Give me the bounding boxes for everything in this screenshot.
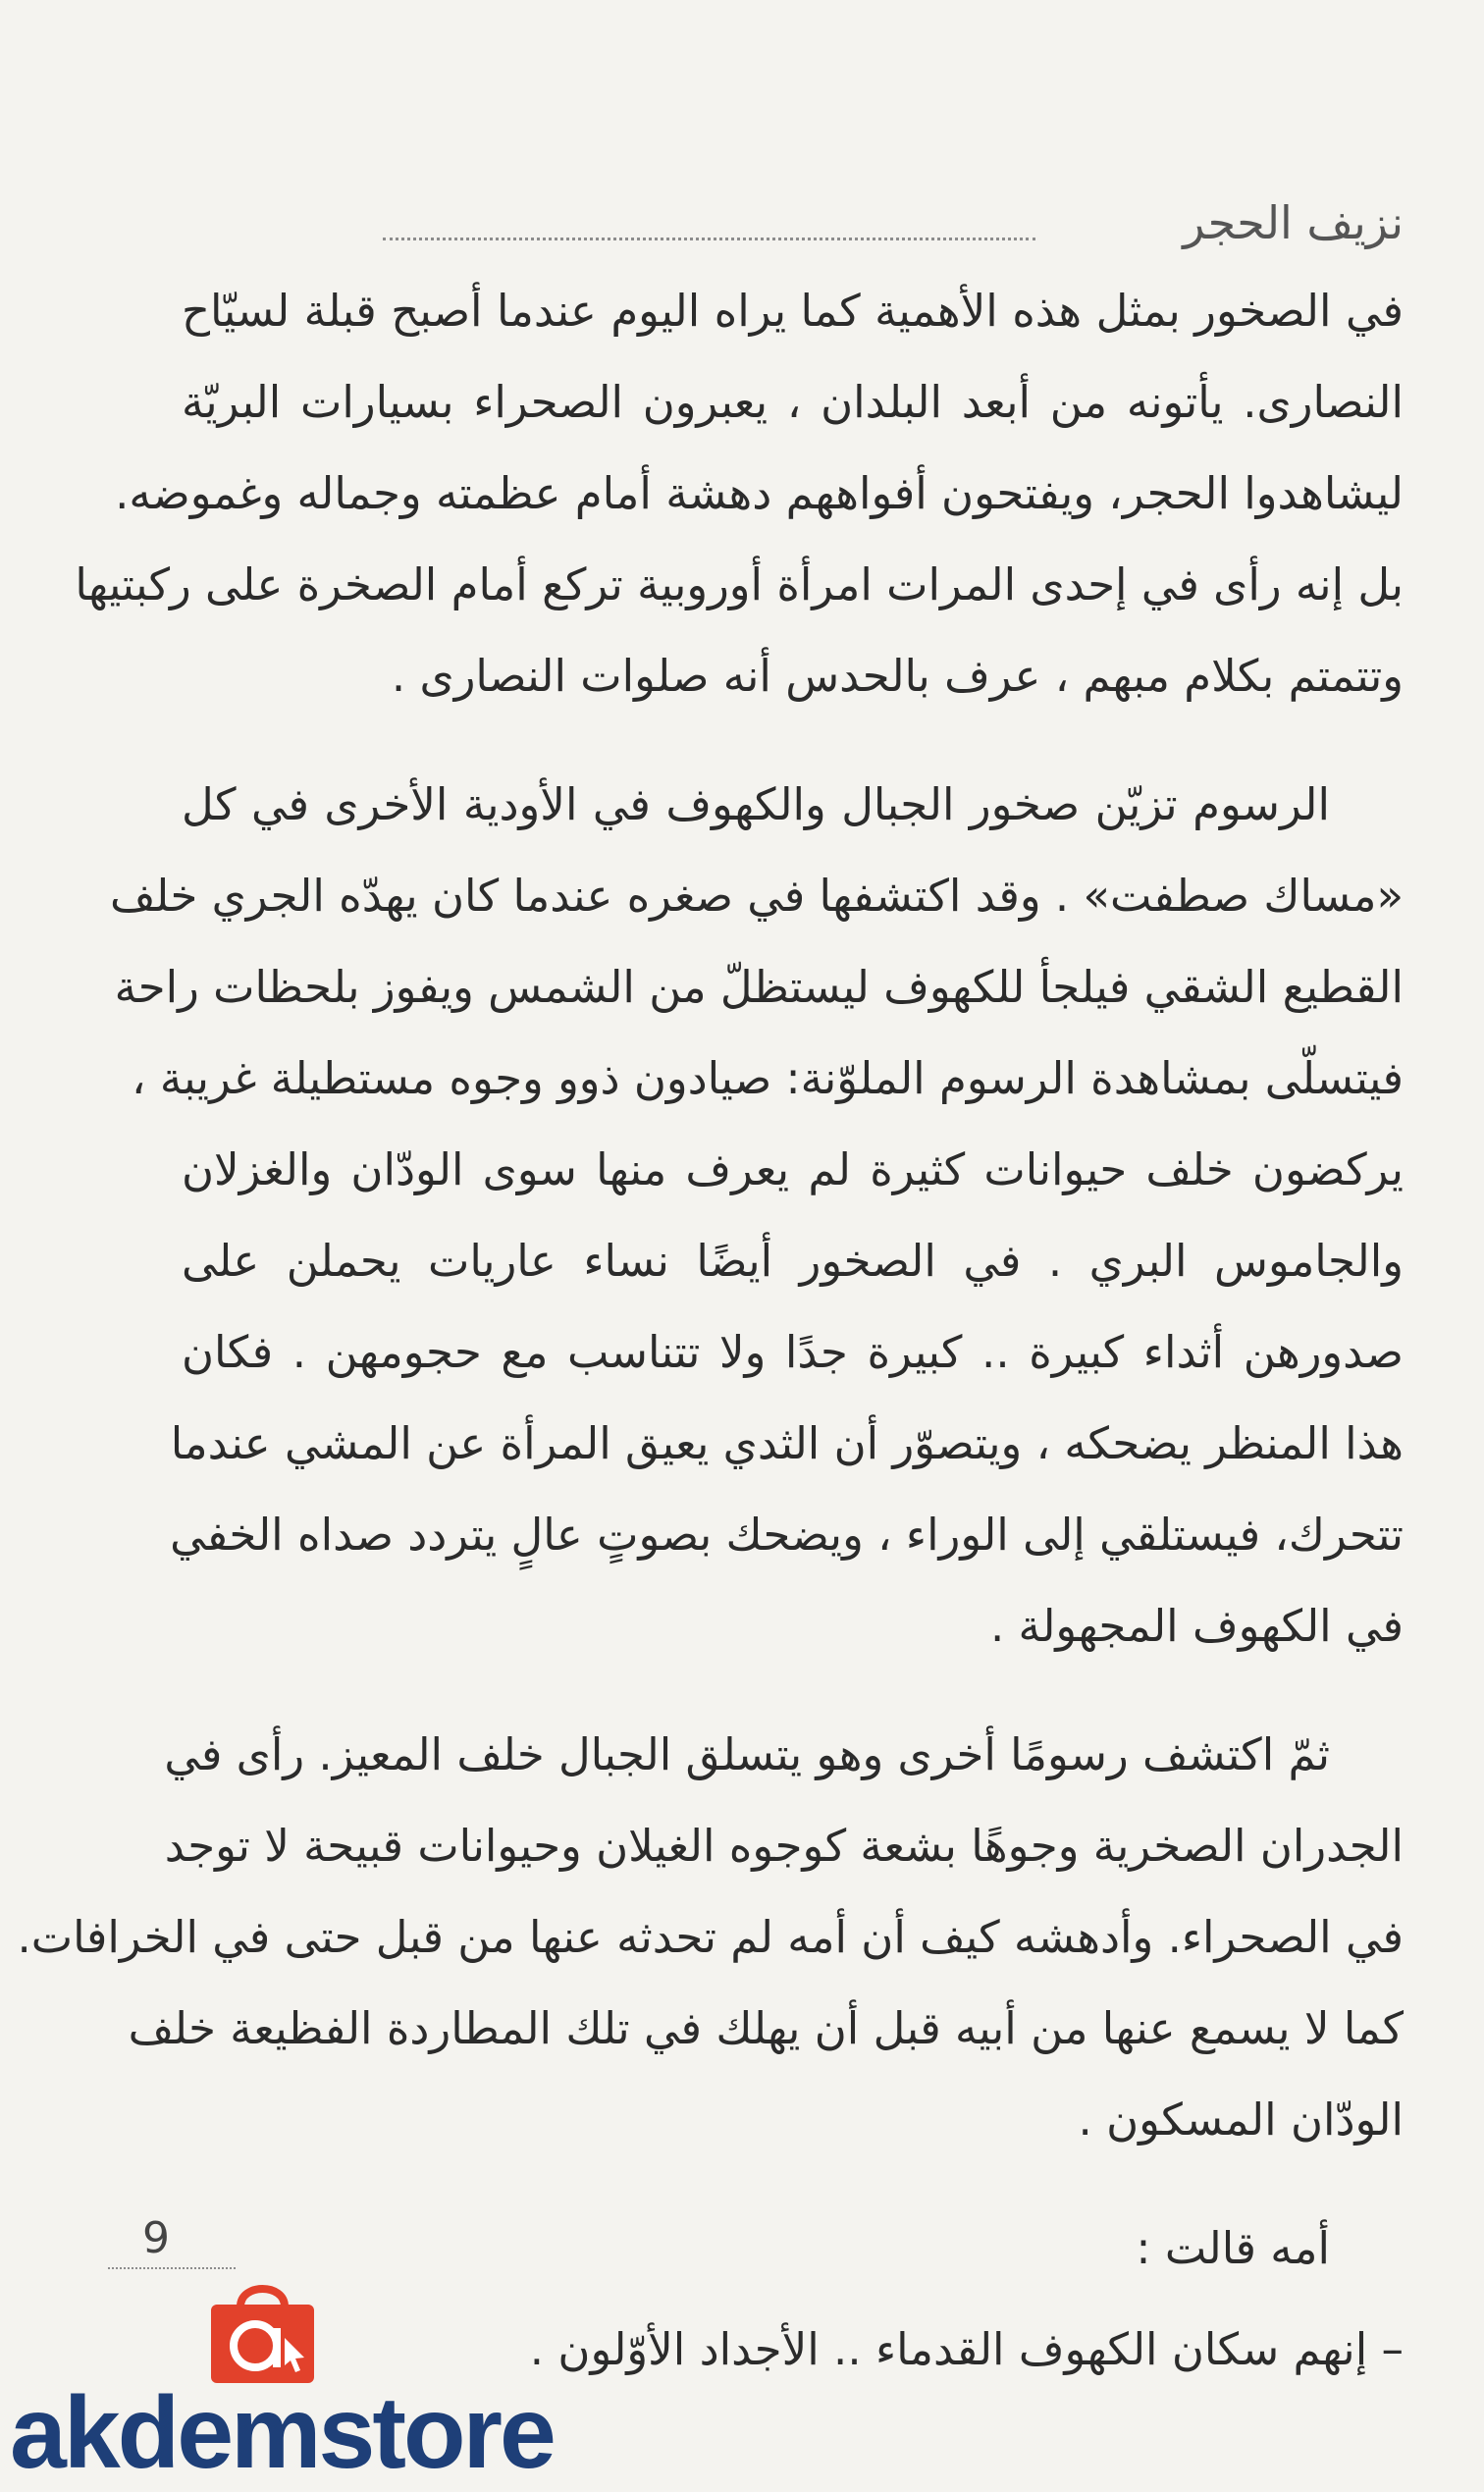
text-line: تتحرك، فيستلقي إلى الوراء ، ويضحك بصوتٍ عالٍ يتردد صداه الخفي xyxy=(170,1509,1404,1561)
text-line: في الصخور بمثل هذه الأهمية كما يراه اليوم عندما أصبح قبلة لسيّاح xyxy=(182,285,1404,337)
paragraph-3 xyxy=(17,1709,1404,2165)
text-line: القطيع الشقي فيلجأ للكهوف ليستظلّ من الشمس ويفوز بلحظات راحة xyxy=(114,961,1404,1013)
text-line: في الصحراء. وأدهشه كيف أن أمه لم تحدثه عنها من قبل حتى في الخرافات. xyxy=(17,1911,1404,1963)
page-number: 9 xyxy=(142,2213,170,2263)
paragraph-1 xyxy=(75,265,1404,721)
text-line: النصارى. يأتونه من أبعد البلدان ، يعبرون الصحراء بسيارات البريّة xyxy=(182,376,1404,428)
text-line: ليشاهدوا الحجر، ويفتحون أفواههم دهشة أمام عظمته وجماله وغموضه. xyxy=(115,467,1404,519)
text-line: هذا المنظر يضحكه ، ويتصوّر أن الثدي يعيق المرأة عن المشي عندما xyxy=(170,1417,1404,1469)
text-line: «مساك صطفت» . وقد اكتشفها في صغره عندما كان يهدّه الجري خلف xyxy=(109,870,1404,922)
text-line: وتتمتم بكلام مبهم ، عرف بالحدس أنه صلوات النصارى . xyxy=(391,650,1404,702)
text-line: صدورهن أثداء كبيرة .. كبيرة جدًا ولا تتناسب مع حجومهن . فكان xyxy=(182,1326,1404,1378)
text-line: بل إنه رأى في إحدى المرات امرأة أوروبية تركع أمام الصخرة على ركبتيها xyxy=(75,558,1404,610)
header-rule xyxy=(383,238,1035,240)
text-line: يركضون خلف حيوانات كثيرة لم يعرف منها سوى الودّان والغزلان xyxy=(182,1143,1404,1195)
text-line: الجدران الصخرية وجوهًا بشعة كوجوه الغيلان وحيوانات قبيحة لا توجد xyxy=(164,1820,1404,1872)
running-header xyxy=(383,196,1404,255)
text-line: ثمّ اكتشف رسومًا أخرى وهو يتسلق الجبال خلف المعيز. رأى في xyxy=(164,1728,1330,1780)
page-body xyxy=(17,265,1404,2432)
shopping-bag-icon xyxy=(201,2277,324,2385)
book-title: نزيف الحجر xyxy=(1183,196,1404,249)
text-line: الرسوم تزيّن صخور الجبال والكهوف في الأودية الأخرى في كل xyxy=(182,778,1330,830)
text-line: في الكهوف المجهولة . xyxy=(989,1600,1404,1652)
dialogue-line: – إنهم سكان الكهوف القدماء .. الأجداد الأوّلون . xyxy=(529,2323,1404,2375)
text-line: والجاموس البري . في الصخور أيضًا نساء عاريات يحملن على xyxy=(182,1235,1404,1287)
text-line: كما لا يسمع عنها من أبيه قبل أن يهلك في تلك المطاردة الفظيعة خلف xyxy=(128,2002,1404,2054)
paragraph-4 xyxy=(182,2202,1404,2294)
page-number-rule xyxy=(108,2267,236,2269)
text-line: أمه قالت : xyxy=(1136,2222,1330,2274)
brand-wordmark: akdemstore xyxy=(10,2376,554,2490)
text-line: فيتسلّى بمشاهدة الرسوم الملوّنة: صيادون ذوو وجوه مستطيلة غريبة ، xyxy=(132,1052,1404,1104)
text-line: الودّان المسكون . xyxy=(1078,2094,1404,2146)
paragraph-2 xyxy=(109,759,1404,1671)
